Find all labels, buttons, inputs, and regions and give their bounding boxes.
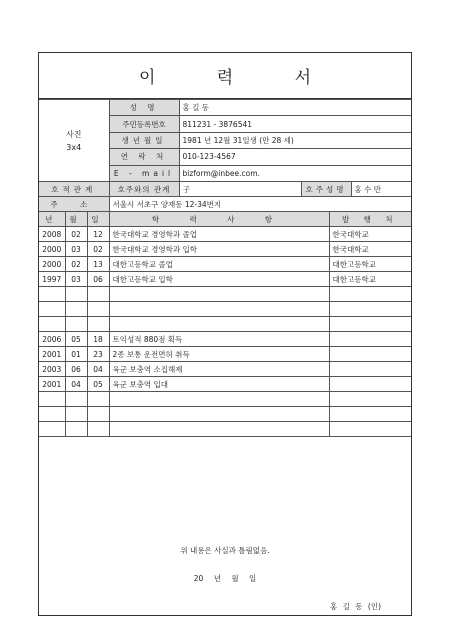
issuer-cell[interactable]: 대한고등학교: [329, 257, 411, 272]
item-cell[interactable]: [109, 392, 329, 407]
date-line: 20 년 월 일: [193, 574, 257, 583]
item-cell[interactable]: [109, 302, 329, 317]
month-cell[interactable]: [65, 302, 87, 317]
item-cell[interactable]: 육군 보충역 입대: [109, 377, 329, 392]
history-row: [39, 257, 411, 272]
history-row: [39, 332, 411, 347]
item-cell[interactable]: [109, 287, 329, 302]
month-cell[interactable]: [65, 287, 87, 302]
item-header: 학 력 사 항: [109, 212, 329, 227]
year-cell[interactable]: 2000: [39, 257, 65, 272]
issuer-cell[interactable]: 한국대학교: [329, 227, 411, 242]
issuer-cell[interactable]: [329, 407, 411, 422]
photo-label: 사진: [66, 129, 82, 139]
email-field[interactable]: bizform@inbee.com.: [179, 165, 411, 181]
month-cell[interactable]: 02: [65, 257, 87, 272]
footer: [39, 473, 411, 613]
photo-size: 3x4: [66, 142, 82, 152]
year-cell[interactable]: [39, 287, 65, 302]
name-label: 성 명: [109, 100, 179, 116]
contact-label: 연 락 처: [109, 149, 179, 165]
month-cell[interactable]: 05: [65, 332, 87, 347]
rrn-label: 주민등록번호: [109, 116, 179, 132]
item-cell[interactable]: 육군 보충역 소집해제: [109, 362, 329, 377]
issuer-cell[interactable]: [329, 362, 411, 377]
day-cell[interactable]: [87, 407, 109, 422]
address-field[interactable]: 서울시 서초구 양재동 12-34번지: [109, 197, 411, 212]
day-cell[interactable]: 04: [87, 362, 109, 377]
issuer-cell[interactable]: [329, 332, 411, 347]
history-row: [39, 242, 411, 257]
year-cell[interactable]: [39, 422, 65, 437]
item-cell[interactable]: 한국대학교 경영학과 졸업: [109, 227, 329, 242]
day-cell[interactable]: 12: [87, 227, 109, 242]
year-cell[interactable]: 2006: [39, 332, 65, 347]
confirmation-text: 위 내용은 사실과 틀림없음.: [180, 546, 270, 555]
history-row: [39, 227, 411, 242]
name-field[interactable]: 홍 길 동: [179, 100, 411, 116]
day-cell[interactable]: [87, 422, 109, 437]
head-label: 호주성명: [301, 182, 351, 197]
year-cell[interactable]: 1997: [39, 272, 65, 287]
day-cell[interactable]: 05: [87, 377, 109, 392]
history-row: [39, 302, 411, 317]
month-cell[interactable]: [65, 407, 87, 422]
history-row: [39, 317, 411, 332]
issuer-cell[interactable]: 한국대학교: [329, 242, 411, 257]
history-row: [39, 287, 411, 302]
month-cell[interactable]: 01: [65, 347, 87, 362]
signature: 홍 길 동 (인): [330, 602, 381, 611]
photo-box: [39, 100, 109, 182]
item-cell[interactable]: [109, 422, 329, 437]
year-cell[interactable]: 2003: [39, 362, 65, 377]
year-cell[interactable]: 2001: [39, 377, 65, 392]
day-cell[interactable]: [87, 287, 109, 302]
day-cell[interactable]: [87, 392, 109, 407]
day-cell[interactable]: [87, 317, 109, 332]
day-cell[interactable]: 02: [87, 242, 109, 257]
issuer-cell[interactable]: [329, 347, 411, 362]
email-label: E - mail: [109, 165, 179, 181]
item-cell[interactable]: 2종 보통 운전면허 취득: [109, 347, 329, 362]
history-table: [39, 211, 411, 437]
history-row: [39, 422, 411, 437]
rrn-field[interactable]: 811231 - 3876541: [179, 116, 411, 132]
head-field[interactable]: 홍 수 만: [351, 182, 411, 197]
month-cell[interactable]: 06: [65, 362, 87, 377]
address-label: 주 소: [39, 197, 109, 212]
relation-field[interactable]: 子: [179, 182, 301, 197]
issuer-cell[interactable]: [329, 287, 411, 302]
month-cell[interactable]: [65, 392, 87, 407]
issuer-header: 발 행 처: [329, 212, 411, 227]
year-cell[interactable]: 2008: [39, 227, 65, 242]
birth-label: 생년월일: [109, 132, 179, 148]
item-cell[interactable]: 대한고등학교 졸업: [109, 257, 329, 272]
history-row: [39, 272, 411, 287]
year-cell[interactable]: 2001: [39, 347, 65, 362]
year-cell[interactable]: [39, 392, 65, 407]
month-header: 월: [65, 212, 87, 227]
day-cell[interactable]: 13: [87, 257, 109, 272]
month-cell[interactable]: 03: [65, 242, 87, 257]
relation-label: 호주와의 관계: [109, 182, 179, 197]
contact-field[interactable]: 010-123-4567: [179, 149, 411, 165]
item-cell[interactable]: 토익성적 880점 획득: [109, 332, 329, 347]
year-cell[interactable]: [39, 317, 65, 332]
day-cell[interactable]: 06: [87, 272, 109, 287]
issuer-cell[interactable]: [329, 392, 411, 407]
day-header: 일: [87, 212, 109, 227]
birth-field[interactable]: 1981 년 12월 31일생 (만 28 세): [179, 132, 411, 148]
year-cell[interactable]: [39, 407, 65, 422]
day-cell[interactable]: [87, 302, 109, 317]
history-row: [39, 377, 411, 392]
item-cell[interactable]: [109, 317, 329, 332]
history-row: [39, 362, 411, 377]
month-cell[interactable]: 03: [65, 272, 87, 287]
day-cell[interactable]: 23: [87, 347, 109, 362]
year-header: 년: [39, 212, 65, 227]
history-row: [39, 347, 411, 362]
family-table: [39, 181, 411, 212]
item-cell[interactable]: 대한고등학교 입학: [109, 272, 329, 287]
issuer-cell[interactable]: [329, 422, 411, 437]
family-label: 호적관계: [39, 182, 109, 197]
item-cell[interactable]: [109, 407, 329, 422]
year-cell[interactable]: [39, 302, 65, 317]
issuer-cell[interactable]: [329, 317, 411, 332]
resume-form: [38, 52, 412, 616]
personal-info-table: [39, 99, 411, 182]
day-cell[interactable]: 18: [87, 332, 109, 347]
month-cell[interactable]: [65, 422, 87, 437]
month-cell[interactable]: 04: [65, 377, 87, 392]
month-cell[interactable]: 02: [65, 227, 87, 242]
document-title: 이 력 서: [39, 53, 411, 99]
item-cell[interactable]: 한국대학교 경영학과 입학: [109, 242, 329, 257]
history-row: [39, 392, 411, 407]
issuer-cell[interactable]: [329, 302, 411, 317]
issuer-cell[interactable]: [329, 377, 411, 392]
year-cell[interactable]: 2000: [39, 242, 65, 257]
issuer-cell[interactable]: 대한고등학교: [329, 272, 411, 287]
month-cell[interactable]: [65, 317, 87, 332]
history-row: [39, 407, 411, 422]
